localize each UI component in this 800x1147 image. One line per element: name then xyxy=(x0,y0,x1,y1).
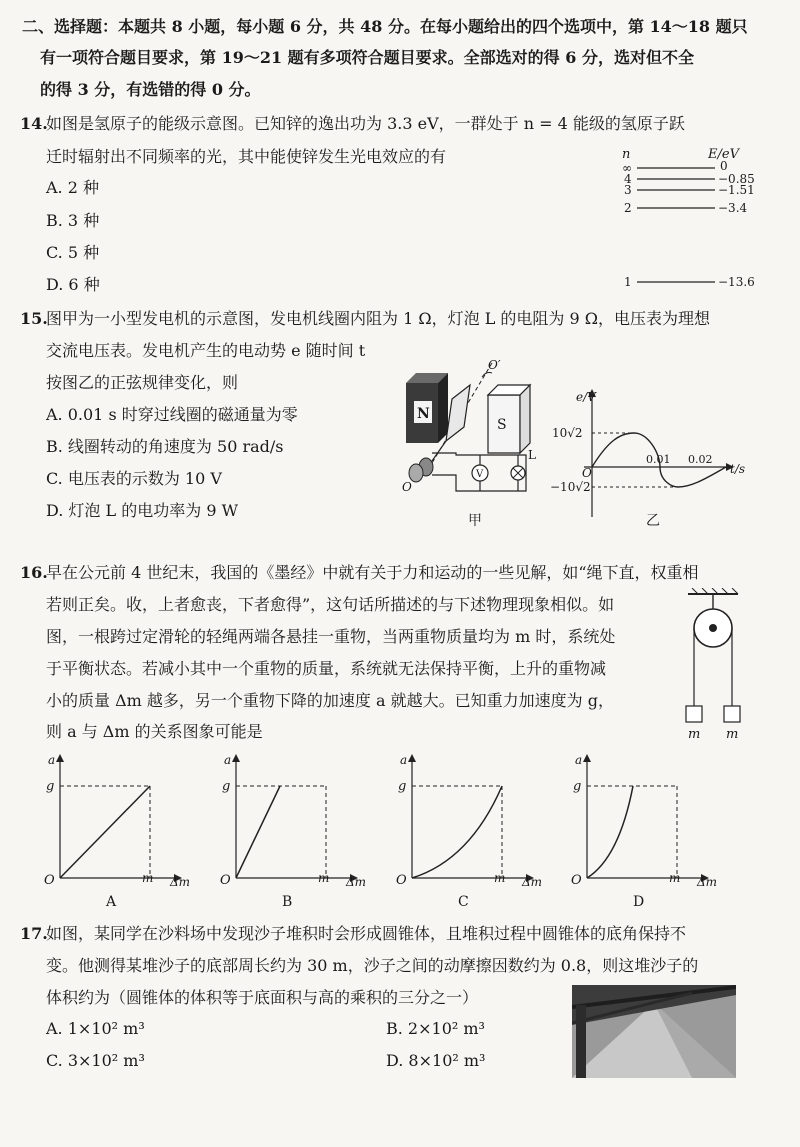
energy-level-diagram xyxy=(610,142,760,292)
n-4: 4 xyxy=(624,172,632,186)
q15-option-a: A. 0.01 s 时穿过线圈的磁通量为零 xyxy=(46,405,298,424)
graph-d xyxy=(555,750,725,910)
graph-c-x: Δm xyxy=(522,875,543,889)
q16-stem-line-2: 若则正矣。收，上者愈丧，下者愈得”，这句话所描述的与下述物理现象相似。如 xyxy=(46,595,615,614)
fig-yi-caption: 乙 xyxy=(646,513,660,529)
q17-option-d: D. 8×10² m³ xyxy=(386,1051,486,1070)
q17-number: 17. xyxy=(20,924,48,943)
sand-pile-photo xyxy=(572,985,736,1078)
q15-stem-line-3: 按图乙的正弦规律变化，则 xyxy=(46,373,239,392)
origin-label: O xyxy=(582,466,592,480)
graph-d-x: Δm xyxy=(697,875,718,889)
axis-o: O xyxy=(402,480,412,494)
axis-o-prime: O′ xyxy=(488,358,501,372)
peak-pos-label: 10√2 xyxy=(552,426,583,440)
x-label: t/s xyxy=(730,462,746,476)
graph-b-g: g xyxy=(222,779,231,794)
emf-graph xyxy=(550,385,770,535)
q16-number: 16. xyxy=(20,563,48,582)
q14-number: 14. xyxy=(20,114,48,133)
y-label: e/V xyxy=(576,390,596,404)
q14-stem-line-2: 迁时辐射出不同频率的光，其中能使锌发生光电效应的有 xyxy=(46,147,447,166)
q17-stem-line-2: 变。他测得某堆沙子的底部周长约为 30 m，沙子之间的动摩擦因数约为 0.8，则这堆沙子的 xyxy=(46,956,699,975)
graph-a-caption: A xyxy=(106,894,117,910)
n-2: 2 xyxy=(624,201,632,215)
e-inf: 0 xyxy=(720,159,728,173)
graph-c-y: a xyxy=(400,753,408,767)
q16-stem-line-3: 图，一根跨过定滑轮的轻绳两端各悬挂一重物，当两重物质量均为 m 时，系统处 xyxy=(46,627,616,646)
e-2: −3.4 xyxy=(718,201,748,215)
magnet-n-label: N xyxy=(417,406,430,422)
graph-c-caption: C xyxy=(458,894,469,910)
q15-number: 15. xyxy=(20,309,48,328)
q17-option-a: A. 1×10² m³ xyxy=(46,1019,145,1038)
n-1: 1 xyxy=(624,275,632,289)
graph-b-o: O xyxy=(220,873,231,888)
fig-jia-caption: 甲 xyxy=(468,513,482,529)
section-line-1: 二、选择题：本题共 8 小题，每小题 6 分，共 48 分。在每小题给出的四个选项中，第 14～18 题只 xyxy=(22,17,748,36)
q17-stem-line-1: 如图，某同学在沙料场中发现沙子堆积时会形成圆锥体，且堆积过程中圆锥体的底角保持不 xyxy=(46,924,687,943)
tick-001: 0.01 xyxy=(646,453,671,466)
graph-a-o: O xyxy=(44,873,55,888)
q14-option-d: D. 6 种 xyxy=(46,275,100,294)
voltmeter-label: V xyxy=(476,469,484,480)
graph-a xyxy=(28,750,198,910)
n-inf: ∞ xyxy=(622,161,632,175)
peak-neg-label: −10√2 xyxy=(550,480,591,494)
graph-b-x: Δm xyxy=(346,875,367,889)
q15-option-b: B. 线圈转动的角速度为 50 rad/s xyxy=(46,437,284,456)
graph-d-caption: D xyxy=(633,894,645,910)
graph-c-o: O xyxy=(396,873,407,888)
graph-b xyxy=(204,750,374,910)
graph-d-o: O xyxy=(571,873,582,888)
graph-b-m: m xyxy=(318,871,330,885)
section-line-2: 有一项符合题目要求，第 19～21 题有多项符合题目要求。全部选对的得 6 分，选对但不全 xyxy=(40,48,694,67)
graph-d-g: g xyxy=(573,779,582,794)
section-line-3: 的得 3 分，有选错的得 0 分。 xyxy=(40,80,261,99)
q14-option-b: B. 3 种 xyxy=(46,211,100,230)
generator-figure xyxy=(396,355,546,535)
n-3: 3 xyxy=(624,183,632,197)
q14-option-a: A. 2 种 xyxy=(46,178,99,197)
q16-stem-line-4: 于平衡状态。若减小其中一个重物的质量，系统就无法保持平衡，上升的重物减 xyxy=(46,659,607,678)
q17-stem-line-3: 体积约为（圆锥体的体积等于底面积与高的乘积的三分之一） xyxy=(46,988,479,1007)
q16-stem-line-5: 小的质量 Δm 越多，另一个重物下降的加速度 a 就越大。已知重力加速度为 g， xyxy=(46,691,614,710)
pulley-figure xyxy=(676,588,766,743)
q16-stem-line-6: 则 a 与 Δm 的关系图象可能是 xyxy=(46,722,263,741)
graph-c-m: m xyxy=(494,871,506,885)
graph-c xyxy=(380,750,550,910)
q15-stem-line-1: 图甲为一小型发电机的示意图，发电机线圈内阻为 1 Ω，灯泡 L 的电阻为 9 Ω，电压表为理想 xyxy=(46,309,711,328)
graph-b-y: a xyxy=(224,753,232,767)
magnet-s-label: S xyxy=(497,417,507,433)
n-label: n xyxy=(622,147,631,162)
graph-a-m: m xyxy=(142,871,154,885)
mass-left-label: m xyxy=(688,727,701,742)
q14-option-c: C. 5 种 xyxy=(46,243,100,262)
q14-stem-line-1: 如图是氢原子的能级示意图。已知锌的逸出功为 3.3 eV，一群处于 n = 4 能级的氢原子跃 xyxy=(46,114,685,133)
q15-option-d: D. 灯泡 L 的电功率为 9 W xyxy=(46,501,239,520)
q15-stem-line-2: 交流电压表。发电机产生的电动势 e 随时间 t xyxy=(46,341,366,360)
graph-a-g: g xyxy=(46,779,55,794)
e-1: −13.6 xyxy=(718,275,755,289)
q15-option-c: C. 电压表的示数为 10 V xyxy=(46,469,222,488)
e-3: −1.51 xyxy=(718,183,755,197)
mass-right-label: m xyxy=(726,727,739,742)
lamp-label: L xyxy=(528,448,536,462)
q17-option-c: C. 3×10² m³ xyxy=(46,1051,145,1070)
graph-a-x: Δm xyxy=(170,875,191,889)
q16-stem-line-1: 早在公元前 4 世纪末，我国的《墨经》中就有关于力和运动的一些见解，如“绳下直，权重相 xyxy=(46,563,699,582)
graph-b-caption: B xyxy=(282,894,293,910)
sand-pile-image xyxy=(572,985,736,1078)
graph-d-m: m xyxy=(669,871,681,885)
graph-c-g: g xyxy=(398,779,407,794)
e-label: E/eV xyxy=(708,147,739,162)
graph-d-y: a xyxy=(575,753,583,767)
e-4: −0.85 xyxy=(718,172,755,186)
tick-002: 0.02 xyxy=(688,453,713,466)
q17-option-b: B. 2×10² m³ xyxy=(386,1019,485,1038)
graph-a-y: a xyxy=(48,753,56,767)
